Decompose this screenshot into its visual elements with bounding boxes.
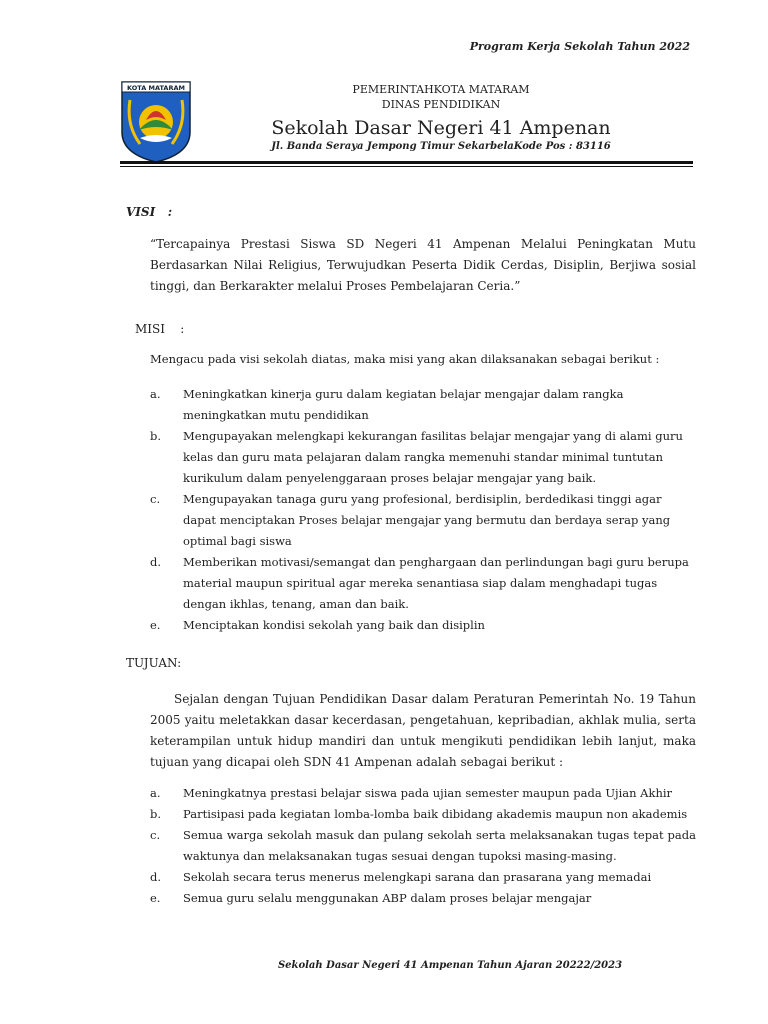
government-name: PEMERINTAHKOTA MATARAM xyxy=(352,83,530,96)
list-text: Partisipasi pada kegiatan lomba-lomba baik dibidang akademis maupun non akademis xyxy=(183,807,688,821)
list-marker: e. xyxy=(150,891,161,905)
list-text: Semua warga sekolah masuk dan pulang sekolah serta melaksanakan tugas tepat pada waktunya dan melaksanakan tugas sesuai dengan tupoksi masing-masing. xyxy=(183,828,696,863)
misi-list xyxy=(150,384,698,636)
page-footer: Sekolah Dasar Negeri 41 Ampenan Tahun Ajaran 20222/2023 xyxy=(277,960,623,971)
tujuan-list xyxy=(150,783,696,909)
list-text: Mengupayakan melengkapi kekurangan fasilitas belajar mengajar yang di alami guru kelas dan guru mata pelajaran dalam rangka memenuhi standar minimal tuntutan kurikulum dalam penyelenggaraan proses belajar mengajar yang baik. xyxy=(183,429,683,485)
list-item xyxy=(150,825,696,867)
header-rule-thin xyxy=(120,166,693,167)
list-item xyxy=(150,615,698,636)
list-text: Menciptakan kondisi sekolah yang baik dan disiplin xyxy=(183,618,485,632)
tujuan-heading: TUJUAN: xyxy=(126,656,182,670)
list-marker: a. xyxy=(150,786,161,800)
misi-heading: MISI : xyxy=(135,322,185,336)
list-item xyxy=(150,888,696,909)
logo-text: KOTA MATARAM xyxy=(127,84,185,92)
list-item xyxy=(150,783,696,804)
header-rule-thick xyxy=(120,161,693,164)
list-item xyxy=(150,552,698,615)
list-text: Meningkatnya prestasi belajar siswa pada ujian semester maupun pada Ujian Akhir xyxy=(183,786,673,800)
list-marker: b. xyxy=(150,429,162,443)
list-marker: c. xyxy=(150,828,161,842)
list-item xyxy=(150,384,698,426)
letterhead xyxy=(200,82,682,152)
list-item xyxy=(150,489,698,552)
misi-intro: Mengacu pada visi sekolah diatas, maka misi yang akan dilaksanakan sebagai berikut : xyxy=(150,352,660,366)
list-marker: d. xyxy=(150,555,162,569)
school-address: Jl. Banda Seraya Jempong Timur SekarbelaKode Pos : 83116 xyxy=(271,141,611,152)
visi-heading: VISI : xyxy=(126,205,173,219)
program-header: Program Kerja Sekolah Tahun 2022 xyxy=(469,40,690,53)
list-marker: b. xyxy=(150,807,162,821)
tujuan-text: Sejalan dengan Tujuan Pendidikan Dasar dalam Peraturan Pemerintah No. 19 Tahun 2005 yaitu meletakkan dasar kecerdasan, pengetahuan, kepribadian, akhlak mulia, serta keterampilan untuk hidup mandiri dan untuk mengikuti pendidikan lebih lanjut, maka tujuan yang dicapai oleh SDN 41 Ampenan adalah sebagai berikut : xyxy=(150,692,696,769)
list-item xyxy=(150,804,696,825)
department-name: DINAS PENDIDIKAN xyxy=(381,98,501,111)
list-item xyxy=(150,426,698,489)
list-text: Memberikan motivasi/semangat dan penghargaan dan perlindungan bagi guru berupa material maupun spiritual agar mereka senantiasa siap dalam menghadapi tugas dengan ikhlas, tenang, aman dan baik. xyxy=(183,555,689,611)
list-text: Sekolah secara terus menerus melengkapi sarana dan prasarana yang memadai xyxy=(183,870,652,884)
list-marker: e. xyxy=(150,618,161,632)
city-emblem-logo xyxy=(120,80,192,164)
school-name: Sekolah Dasar Negeri 41 Ampenan xyxy=(271,117,611,139)
visi-text: “Tercapainya Prestasi Siswa SD Negeri 41 Ampenan Melalui Peningkatan Mutu Berdasarkan Nilai Religius, Terwujudkan Peserta Didik Cerdas, Disiplin, Berjiwa sosial tinggi, dan Berkarakter melalui Proses Pembelajaran Ceria.” xyxy=(150,237,696,293)
list-item xyxy=(150,867,696,888)
list-marker: d. xyxy=(150,870,162,884)
list-marker: a. xyxy=(150,387,161,401)
list-text: Meningkatkan kinerja guru dalam kegiatan belajar mengajar dalam rangka meningkatkan mutu pendidikan xyxy=(183,387,624,422)
list-marker: c. xyxy=(150,492,161,506)
list-text: Semua guru selalu menggunakan ABP dalam proses belajar mengajar xyxy=(183,891,592,905)
list-text: Mengupayakan tanaga guru yang profesional, berdisiplin, berdedikasi tinggi agar dapat menciptakan Proses belajar mengajar yang bermutu dan berdaya serap yang optimal bagi siswa xyxy=(183,492,671,548)
